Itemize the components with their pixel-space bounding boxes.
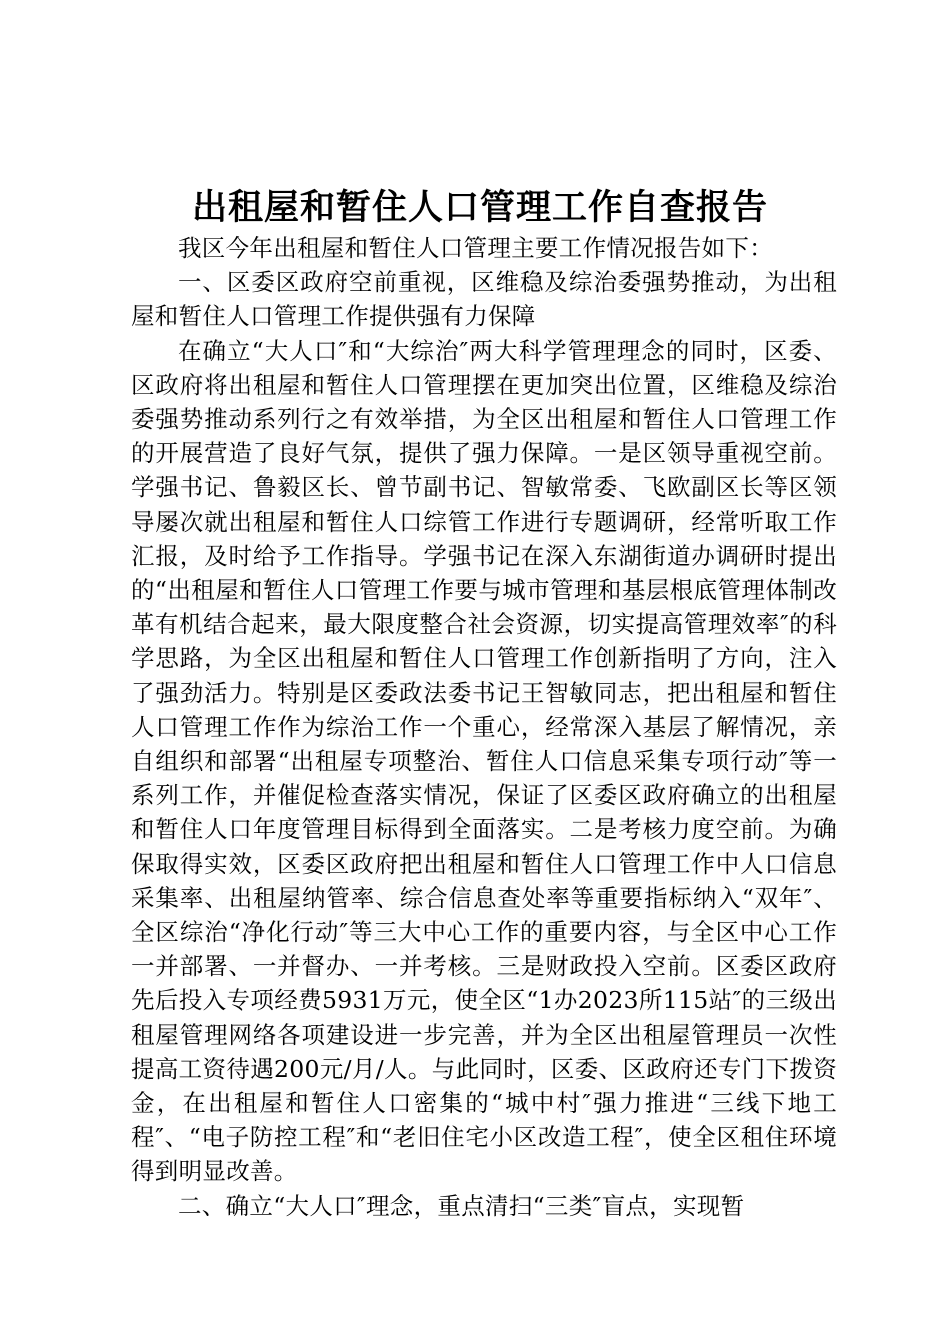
section-one-heading: 一、区委区政府空前重视，区维稳及综治委强势推动，为出租屋和暂住人口管理工作提供强有力保障 xyxy=(131,268,837,331)
section-two-heading: 二、确立“大人口″理念，重点清扫“三类″盲点，实现暂 xyxy=(178,1191,745,1220)
section-one-body: 在确立“大人口″和“大综治″两大科学管理理念的同时，区委、区政府将出租屋和暂住人口管理摆在更加突出位置，区维稳及综治委强势推动系列行之有效举措，为全区出租屋和暂住人口管理工作的开展营造了良好气氛，提供了强力保障。一是区领导重视空前。学强书记、鲁毅区长、曾节副书记、智敏常委、飞欧副区长等区领导屡次就出租屋和暂住人口综管工作进行专题调研，经常听取工作汇报，及时给予工作指导。学强书记在深入东湖街道办调研时提出的“出租屋和暂住人口管理工作要与城市管理和基层根底管理体制改革有机结合起来，最大限度整合社会资源，切实提高管理效率″的科学思路，为全区出租屋和暂住人口管理工作创新指明了方向，注入了强劲活力。特别是区委政法委书记王智敏同志，把出租屋和暂住人口管理工作作为综治工作一个重心，经常深入基层了解情况，亲自组织和部署“出租屋专项整治、暂住人口信息采集专项行动″等一系列工作，并催促检查落实情况，保证了区委区政府确立的出租屋和暂住人口年度管理目标得到全面落实。二是考核力度空前。为确保取得实效，区委区政府把出租屋和暂住人口管理工作中人口信息采集率、出租屋纳管率、综合信息查处率等重要指标纳入“双年″、全区综治“净化行动″等三大中心工作的重要内容，与全区中心工作一并部署、一并督办、一并考核。三是财政投入空前。区委区政府先后投入专项经费5931万元，使全区“1办2023所115站″的三级出租屋管理网络各项建设进一步完善，并为全区出租屋管理员一次性提高工资待遇200元/月/人。与此同时，区委、区政府还专门下拨资金，在出租屋和暂住人口密集的“城中村″强力推进“三线下地工程″、“电子防控工程″和“老旧住宅小区改造工程″，使全区租住环境得到明显改善。 xyxy=(131,336,837,1186)
intro-paragraph: 我区今年出租屋和暂住人口管理主要工作情况报告如下： xyxy=(178,234,773,262)
document-body xyxy=(131,231,837,1223)
document-title: 出租屋和暂住人口管理工作自查报告 xyxy=(191,187,768,228)
